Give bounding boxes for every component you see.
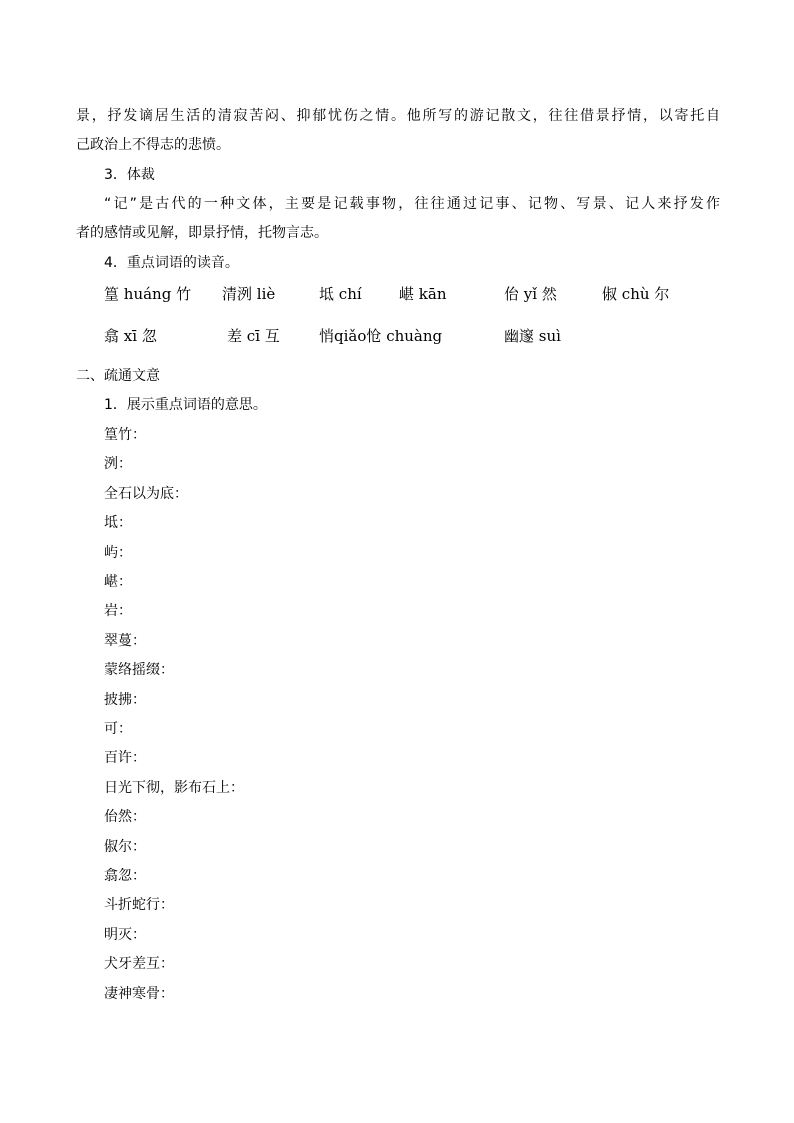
pron-pinyin: suì (538, 327, 561, 345)
term-item: 凄神寒骨： (104, 986, 174, 1002)
pron-pinyin: yǐ (523, 285, 538, 303)
pron-item-sui (504, 326, 561, 346)
term-item: 翠蔓： (104, 633, 146, 649)
pron-item-chu (602, 284, 669, 304)
section-4-heading: 4．重点词语的读音。 (104, 255, 239, 271)
pron-char: 坻 (319, 285, 335, 303)
pron-item-chi (319, 284, 362, 304)
pron-pinyin: huáng (123, 285, 172, 303)
pron-pinyin-extra: chuàng (386, 327, 443, 345)
term-item: 可： (104, 721, 132, 737)
term-item: 屿： (104, 545, 132, 561)
pron-char: 差 (227, 327, 243, 345)
pron-char: 俶 (602, 285, 618, 303)
term-item: 全石以为底： (104, 486, 188, 502)
pron-suffix: 竹 (176, 285, 192, 303)
pron-suffix: 怆 (366, 327, 382, 345)
term-item: 篁竹： (104, 427, 146, 443)
intro-line-1: 景，抒发谪居生活的清寂苦闷、抑郁忧伤之情。他所写的游记散文，往往借景抒情，以寄托自 (76, 108, 720, 124)
pron-pinyin: cī (246, 327, 260, 345)
pron-char: 嵁 (399, 285, 415, 303)
pron-suffix: 然 (541, 285, 557, 303)
pron-suffix: 互 (264, 327, 280, 345)
pron-pinyin: liè (256, 285, 276, 303)
pron-pinyin: kān (418, 285, 447, 303)
pron-char: 翕 (104, 327, 120, 345)
term-item: 百许： (104, 750, 146, 766)
section-3-line-1: “记”是古代的一种文体，主要是记载事物，往往通过记事、记物、写景、记人来抒发作 (104, 196, 720, 212)
pron-char: 悄 (319, 327, 335, 345)
term-item: 日光下彻，影布石上： (104, 780, 244, 796)
pron-pinyin: xī (123, 327, 138, 345)
pron-pinyin: qiǎo (334, 327, 367, 345)
pron-char: 佁 (504, 285, 520, 303)
term-item: 披拂： (104, 692, 146, 708)
pron-char: 篁 (104, 285, 120, 303)
term-item: 嵁： (104, 574, 132, 590)
pron-pinyin: chí (338, 285, 362, 303)
pron-item-kan (399, 284, 447, 304)
term-item: 犬牙差互： (104, 956, 174, 972)
intro-line-2: 己政治上不得志的悲愤。 (76, 137, 230, 153)
pron-item-qiao-chuang (319, 326, 442, 346)
pron-char: 清洌 (222, 285, 253, 303)
pron-item-ci (227, 326, 280, 346)
term-item: 坻： (104, 515, 132, 531)
part-2-subheading: 1．展示重点词语的意思。 (104, 397, 267, 413)
pron-item-huang (104, 284, 191, 304)
term-item: 翕忽： (104, 868, 146, 884)
pron-char: 幽邃 (504, 327, 535, 345)
term-item: 岩： (104, 603, 132, 619)
term-item: 明灭： (104, 927, 146, 943)
term-item: 洌： (104, 456, 132, 472)
pron-pinyin: chù (621, 285, 650, 303)
pron-suffix: 忽 (141, 327, 157, 345)
part-2-heading: 二、疏通文意 (76, 368, 160, 384)
pron-item-yi (504, 284, 557, 304)
section-3-heading: 3．体裁 (104, 167, 155, 183)
pron-suffix: 尔 (654, 285, 670, 303)
pron-item-xi (104, 326, 157, 346)
term-item: 俶尔： (104, 839, 146, 855)
pron-item-lie (222, 284, 275, 304)
term-item: 佁然： (104, 809, 146, 825)
term-item: 斗折蛇行： (104, 897, 174, 913)
section-3-line-2: 者的感情或见解，即景抒情，托物言志。 (76, 225, 328, 241)
term-item: 蒙络摇缀： (104, 662, 174, 678)
